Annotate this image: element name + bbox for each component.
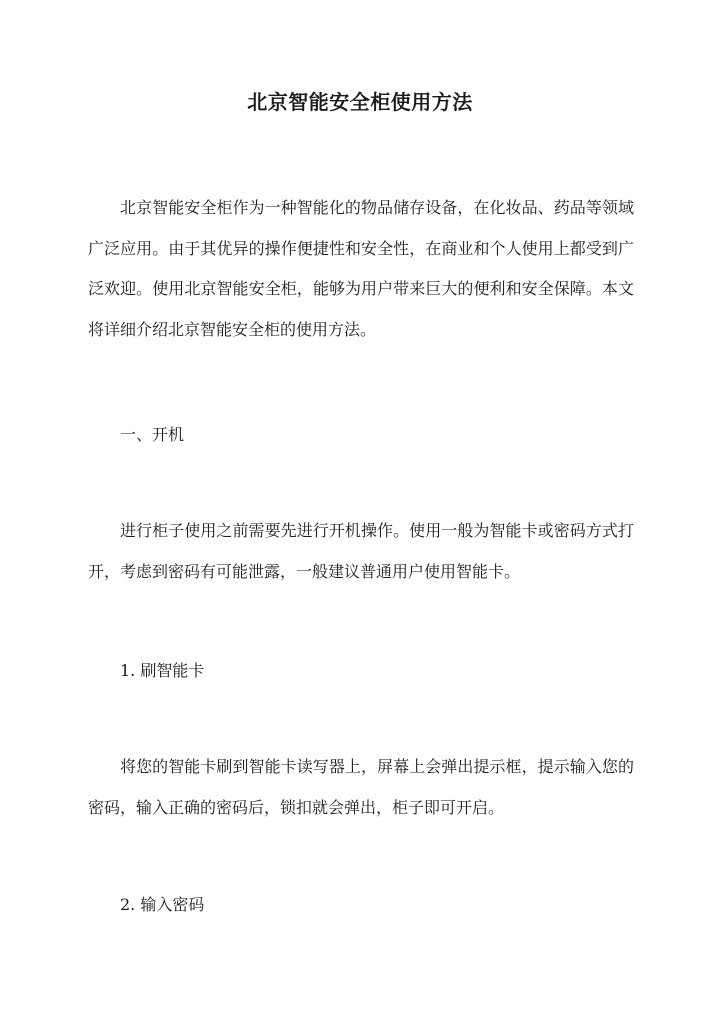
step-swipe-card-paragraph: 将您的智能卡刷到智能卡读写器上，屏幕上会弹出提示框，提示输入您的密码，输入正确的密码后，锁扣就会弹出，柜子即可开启。 xyxy=(88,757,634,817)
step-heading-swipe-card: 1. 刷智能卡 xyxy=(120,661,205,680)
section-heading-power-on: 一、开机 xyxy=(120,425,185,444)
step-heading-enter-password: 2. 输入密码 xyxy=(120,895,205,914)
section-power-on-paragraph: 进行柜子使用之前需要先进行开机操作。使用一般为智能卡或密码方式打开，考虑到密码有可能泄露，一般建议普通用户使用智能卡。 xyxy=(88,521,634,581)
intro-paragraph: 北京智能安全柜作为一种智能化的物品储存设备，在化妆品、药品等领域广泛应用。由于其优异的操作便捷性和安全性，在商业和个人使用上都受到广泛欢迎。使用北京智能安全柜，能够为用户带来巨大的便利和安全保障。本文将详细介绍北京智能安全柜的使用方法。 xyxy=(88,198,634,339)
document-title: 北京智能安全柜使用方法 xyxy=(247,90,473,114)
